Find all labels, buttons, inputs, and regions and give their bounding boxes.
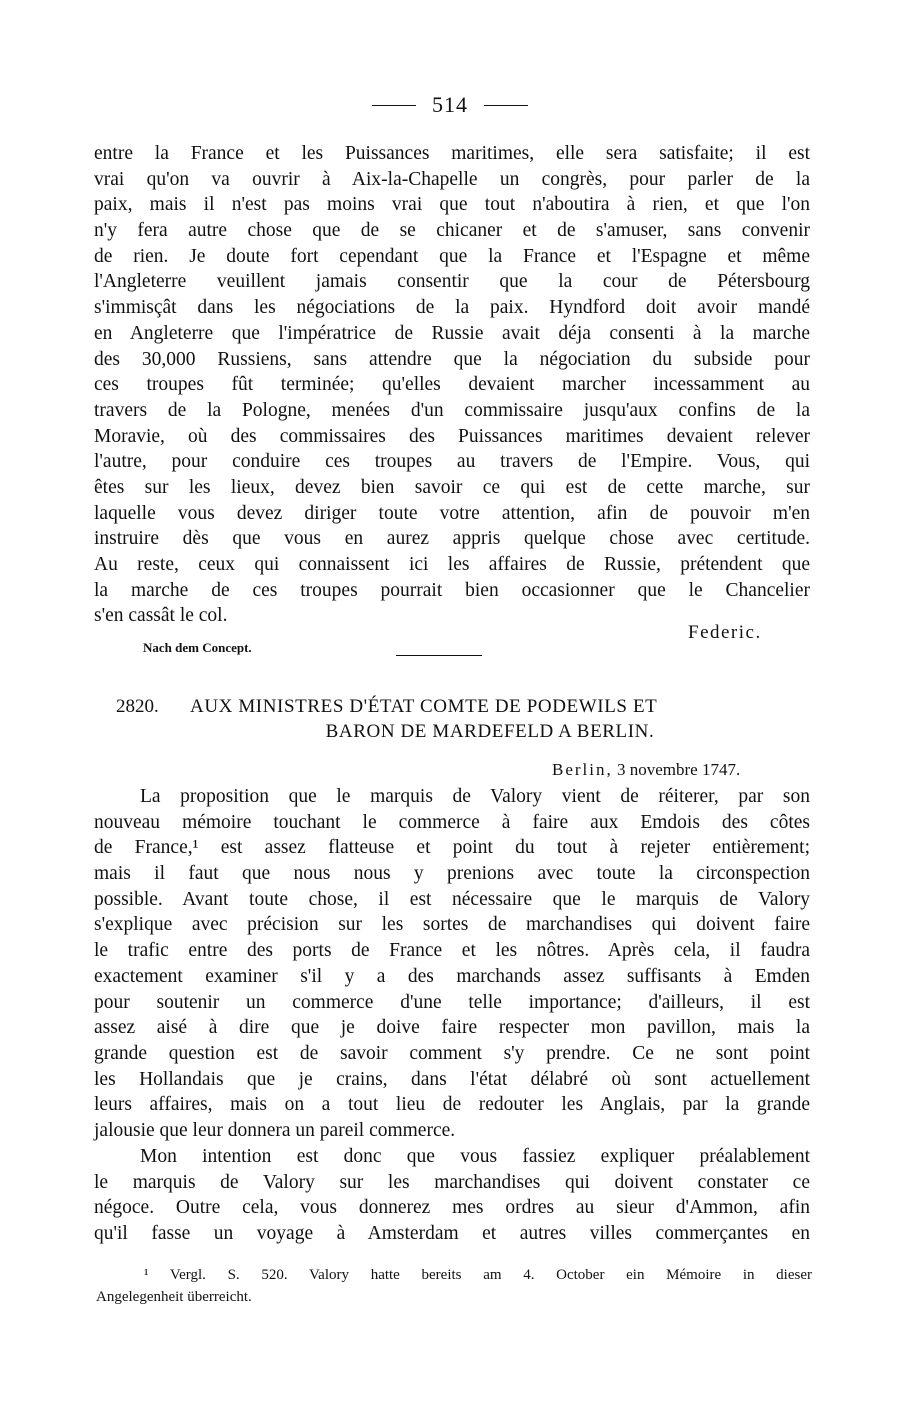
dateline [552, 760, 740, 780]
source-note: Nach dem Concept. [143, 640, 252, 655]
letter-title-line: AUX MINISTRES D'ÉTAT COMTE DE PODEWILS ET [190, 696, 658, 717]
signature: Federic. [688, 622, 762, 643]
text-line: le trafic entre des ports de France et les nôtres. Après cela, il faudra [94, 940, 810, 962]
text-line: de rien. Je doute fort cependant que la France et l'Espagne et même [94, 245, 810, 267]
text-line: des 30,000 Russiens, sans attendre que la négociation du subside pour [94, 348, 810, 370]
text-line: en Angleterre que l'impératrice de Russie avait déja consenti à la marche [94, 322, 810, 344]
text-line: grande question est de savoir comment s'y prendre. Ce ne sont point [94, 1042, 810, 1064]
text-line: Au reste, ceux qui connaissent ici les affaires de Russie, prétendent que [94, 554, 810, 575]
text-line: assez aisé à dire que je doive faire respecter mon pavillon, mais la [94, 1017, 810, 1039]
header-rule-right [484, 105, 528, 106]
text-line: leurs affaires, mais on a tout lieu de redouter les Anglais, par la grande [94, 1094, 810, 1116]
text-line: négoce. Outre cela, vous donnerez mes ordres au sieur d'Ammon, afin [94, 1197, 810, 1219]
dateline-city: Berlin, [552, 760, 613, 779]
letter-title-line: BARON DE MARDEFELD A BERLIN. [325, 721, 655, 742]
text-line: les Hollandais que je crains, dans l'état délabré où sont actuellement [94, 1068, 810, 1090]
text-line: pour soutenir un commerce d'une telle importance; d'ailleurs, il est [94, 991, 810, 1013]
text-line: La proposition que le marquis de Valory vient de réiterer, par son [140, 786, 810, 807]
text-line: le marquis de Valory sur les marchandises qui doivent constater ce [94, 1171, 810, 1193]
text-line: travers de la Pologne, menées d'un commissaire jusqu'aux confins de la [94, 399, 810, 421]
letter-title [190, 694, 790, 744]
text-line: mais il faut que nous nous y prenions avec toute la circonspection [94, 863, 810, 885]
text-line: de France,¹ est assez flatteuse et point du tout à rejeter entièrement; [94, 837, 810, 859]
text-line: s'explique avec précision sur les sortes de marchandises qui doivent faire [94, 914, 810, 936]
page-number: 514 [432, 92, 468, 117]
dateline-date: 3 novembre 1747. [617, 760, 741, 779]
text-line: s'immisçât dans les négociations de la paix. Hyndford doit avoir mandé [94, 297, 810, 319]
text-line: n'y fera autre chose que de se chicaner et de s'amuser, sans convenir [94, 220, 810, 242]
text-line: ces troupes fût terminée; qu'elles devaient marcher incessamment au [94, 374, 810, 396]
text-line: paix, mais il n'est pas moins vrai que tout n'aboutira à rien, et que l'on [94, 194, 810, 216]
footnote-line: Angelegenheit überreicht. [96, 1289, 252, 1305]
letter1-body [94, 141, 810, 629]
text-line: qu'il fasse un voyage à Amsterdam et autres villes commerçantes en [94, 1223, 810, 1245]
page-header [0, 92, 900, 118]
text-line: exactement examiner s'il y a des marchands assez suffisants à Emden [94, 965, 810, 987]
text-line: êtes sur les lieux, devez bien savoir ce qui est de cette marche, sur [94, 476, 810, 498]
text-line: laquelle vous devez diriger toute votre attention, afin de pouvoir m'en [94, 502, 810, 524]
text-line: vrai qu'on va ouvrir à Aix-la-Chapelle un congrès, pour parler de la [94, 168, 810, 190]
text-line: Moravie, où des commissaires des Puissances maritimes devaient relever [94, 425, 810, 447]
header-rule-left [372, 105, 416, 106]
text-line: entre la France et les Puissances maritimes, elle sera satisfaite; il est [94, 143, 810, 164]
letter-number: 2820. [116, 696, 159, 717]
text-line: jalousie que leur donnera un pareil commerce. [94, 1119, 456, 1141]
text-line: l'Angleterre veuillent jamais consentir que la cour de Pétersbourg [94, 271, 810, 293]
letter2-paragraph-2 [94, 1144, 810, 1247]
text-line: nouveau mémoire touchant le commerce à faire aux Emdois des côtes [94, 811, 810, 833]
footnote [96, 1264, 812, 1308]
text-line: s'en cassât le col. [94, 605, 228, 627]
letter2-paragraph-1 [94, 784, 810, 1144]
text-line: l'autre, pour conduire ces troupes au travers de l'Empire. Vous, qui [94, 451, 810, 473]
text-line: la marche de ces troupes pourrait bien occasionner que le Chancelier [94, 579, 810, 601]
text-line: Mon intention est donc que vous fassiez expliquer préalablement [140, 1146, 810, 1167]
section-divider [396, 655, 482, 656]
text-line: possible. Avant toute chose, il est nécessaire que le marquis de Valory [94, 888, 810, 910]
text-line: instruire dès que vous en aurez appris quelque chose avec certitude. [94, 528, 810, 550]
footnote-line: ¹ Vergl. S. 520. Valory hatte bereits am 4. October ein Mémoire in dieser [144, 1267, 812, 1283]
